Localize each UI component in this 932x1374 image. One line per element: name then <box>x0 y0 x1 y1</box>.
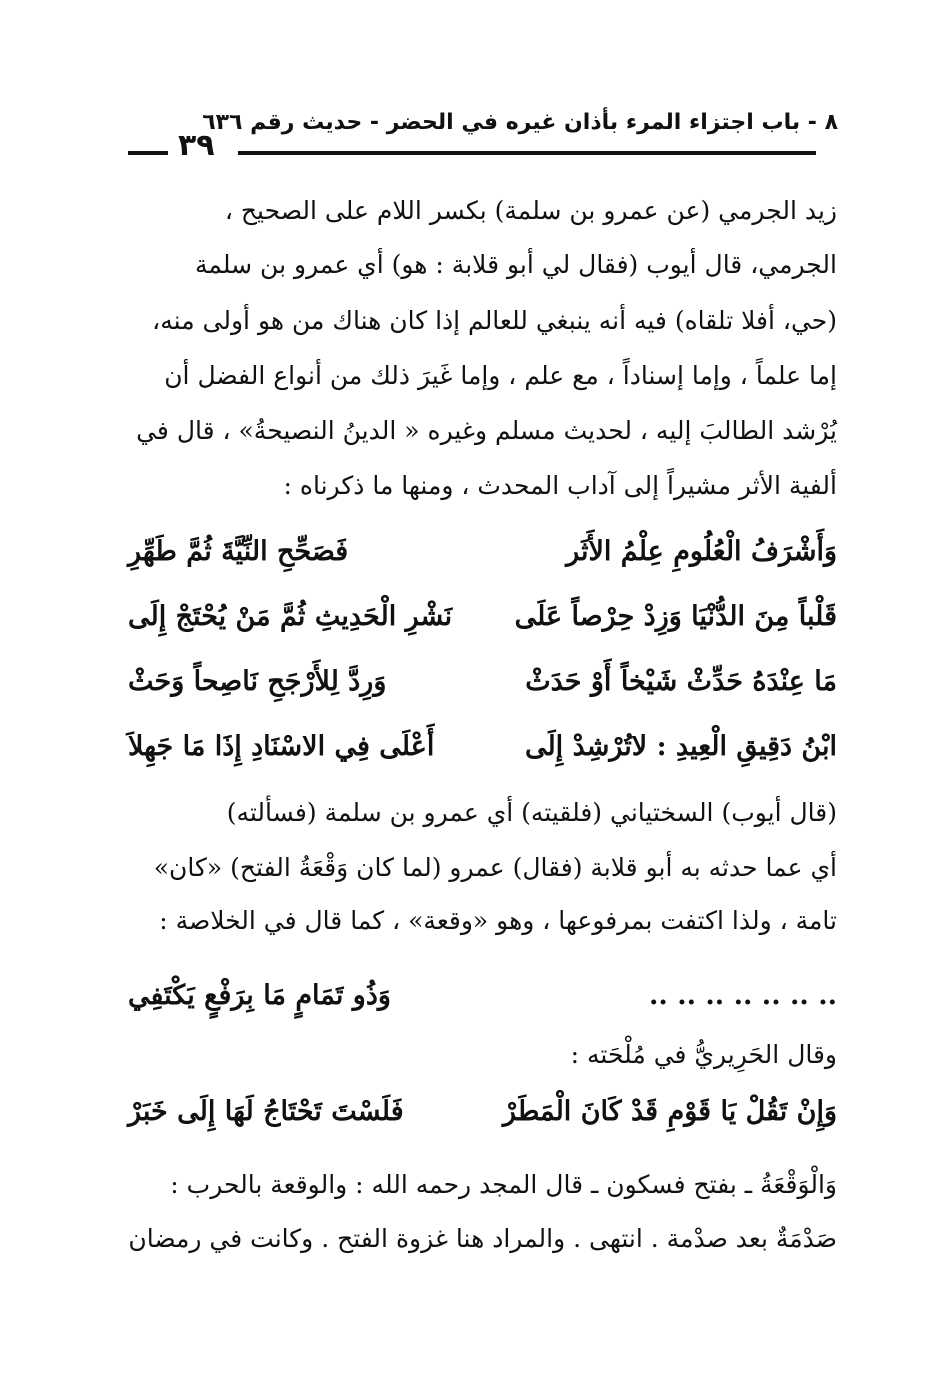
body-line: زيد الجرمي (عن عمرو بن سلمة) بكسر اللام على الصحيح ، <box>224 196 837 225</box>
body-line: يُرْشد الطالبَ إليه ، لحديث مسلم وغيره « الدينُ النصيحةُ» ، قال في <box>136 416 837 445</box>
verse-second-hemistich: وَذُو تَمَامٍ مَا بِرَفْعٍ يَكْتَفِي <box>128 980 391 1011</box>
poem-verse <box>128 656 837 708</box>
page-number: ٣٩ <box>178 128 215 163</box>
verse-first-hemistich: مَا عِنْدَهُ حَدِّثْ شَيْخاً أَوْ حَدَثْ <box>525 666 837 697</box>
poem-verse <box>128 591 837 643</box>
poem-verse <box>128 970 837 1022</box>
body-line: صَدْمَةٌ بعد صدْمة . انتهى . والمراد هنا غزوة الفتح . وكانت في رمضان <box>128 1224 837 1253</box>
header-rule <box>238 151 816 155</box>
poem-verse <box>128 721 837 773</box>
verse-first-hemistich: .. .. .. .. .. .. .. <box>649 980 837 1011</box>
verse-second-hemistich: فَصَحِّحِ النِّيَّةَ ثُمَّ طَهِّرِ <box>128 536 349 567</box>
body-line: تامة ، ولذا اكتفت بمرفوعها ، وهو «وقعة» ، كما قال في الخلاصة : <box>159 906 837 935</box>
verse-second-hemistich: وَرِدَّ لِلأَرْجَحِ نَاصِحاً وَحَثْ <box>128 666 387 697</box>
body-line: الجرمي، قال أيوب (فقال لي أبو قلابة : هو) أي عمرو بن سلمة <box>195 250 837 279</box>
verse-first-hemistich: ابْنُ دَقِيقِ الْعِيدِ : لاتُرْشِدْ إِلَى <box>524 731 837 762</box>
verse-second-hemistich: فَلَسْتَ تَحْتَاجُ لَهَا إِلَى خَبَرْ <box>128 1096 404 1127</box>
body-line: (حي، أفلا تلقاه) فيه أنه ينبغي للعالم إذا كان هناك من هو أولى منه، <box>152 306 837 335</box>
verse-second-hemistich: نَشْرِ الْحَدِيثِ ثُمَّ مَنْ يُحْتَجْ إِلَى <box>128 601 453 632</box>
body-line: (قال أيوب) السختياني (فلقيته) أي عمرو بن سلمة (فسألته) <box>226 798 837 827</box>
body-line: إما علماً ، وإما إسناداً ، مع علم ، وإما غَيرَ ذلك من أنواع الفضل أن <box>164 361 837 390</box>
verse-first-hemistich: قَلْباً مِنَ الدُّنْيَا وَزِدْ حِرْصاً عَلَى <box>514 601 837 632</box>
page-number-rule <box>128 151 168 155</box>
verse-first-hemistich: وَأَشْرَفُ الْعُلُومِ عِلْمُ الأَثَر <box>566 536 837 567</box>
running-header: ٨ - باب اجتزاء المرء بأذان غيره في الحضر - حديث رقم ٦٣٦ <box>202 110 838 135</box>
body-line: وَالْوَقْعَةُ ـ بفتح فسكون ـ قال المجد رحمه الله : والوقعة بالحرب : <box>170 1170 837 1199</box>
body-line: ألفية الأثر مشيراً إلى آداب المحدث ، ومنها ما ذكرناه : <box>283 471 837 500</box>
poem-verse <box>128 1086 837 1138</box>
body-line: أي عما حدثه به أبو قلابة (فقال) عمرو (لما كان وَقْعَةُ الفتح) «كان» <box>153 853 837 882</box>
verse-second-hemistich: أَعْلَى فِي الاسْنَادِ إِذَا مَا جَهِلاَ <box>128 731 435 762</box>
body-line: وقال الحَرِيريُّ في مُلْحَته : <box>570 1040 837 1069</box>
verse-first-hemistich: وَإِنْ تَقُلْ يَا قَوْمِ قَدْ كَانَ الْمَطَرْ <box>502 1096 837 1127</box>
poem-verse <box>128 526 837 578</box>
